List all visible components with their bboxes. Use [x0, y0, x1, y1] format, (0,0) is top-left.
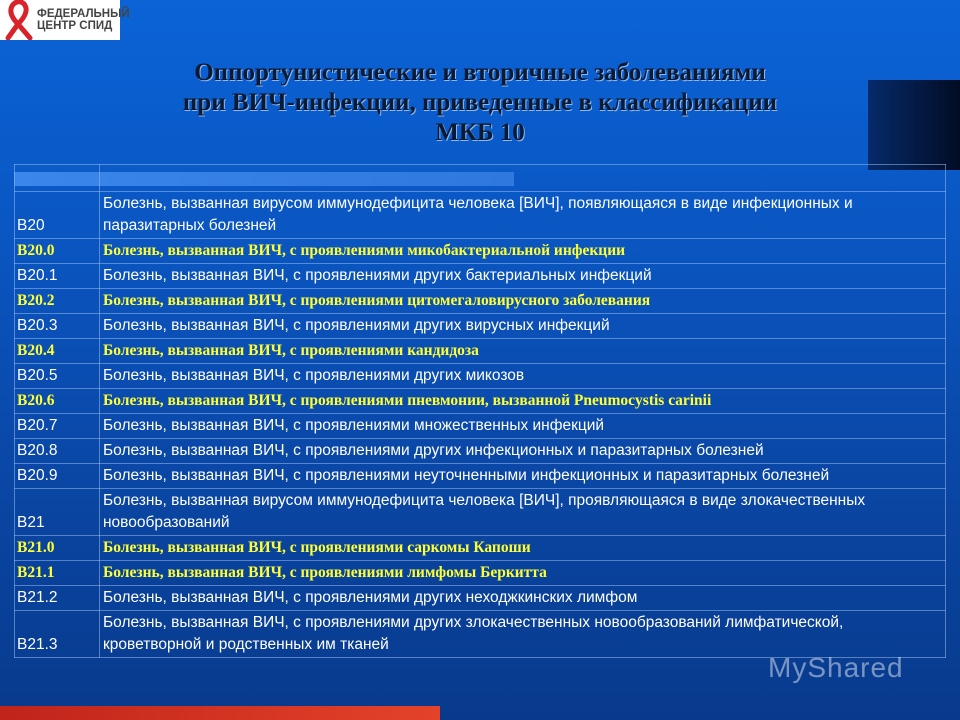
icd-code-cell: B20.6: [15, 389, 100, 414]
icd-description-cell: Болезнь, вызванная ВИЧ, с проявлениями других инфекционных и паразитарных болезней: [100, 439, 946, 464]
icd-code-cell: B20.7: [15, 414, 100, 439]
table-row: [15, 586, 946, 611]
title-line1: Оппортунистические и вторичные заболеваниями: [194, 59, 766, 86]
icd-description-cell: Болезнь, вызванная ВИЧ, с проявлениями цитомегаловирусного заболевания: [100, 289, 946, 314]
icd-description-cell: Болезнь, вызванная ВИЧ, с проявлениями других неходжкинских лимфом: [100, 586, 946, 611]
icd-description-cell: Болезнь, вызванная ВИЧ, с проявлениями неуточненными инфекционных и паразитарных болезней: [100, 464, 946, 489]
icd-code-cell: B20.5: [15, 364, 100, 389]
logo-text: [37, 8, 130, 32]
icd-code-cell: B20.1: [15, 264, 100, 289]
icd-description-cell: Болезнь, вызванная ВИЧ, с проявлениями лимфомы Беркитта: [100, 561, 946, 586]
icd-code-cell: B20.8: [15, 439, 100, 464]
table-row: [15, 464, 946, 489]
header-cell-code: [15, 165, 100, 192]
icd-description-cell: Болезнь, вызванная ВИЧ, с проявлениями других вирусных инфекций: [100, 314, 946, 339]
table-row: [15, 339, 946, 364]
icd-code-cell: B20: [15, 192, 100, 239]
decorative-band-bottom: [0, 706, 440, 720]
icd-code-cell: B20.9: [15, 464, 100, 489]
icd-description-cell: Болезнь, вызванная ВИЧ, с проявлениями микобактериальной инфекции: [100, 239, 946, 264]
logo-line1: ФЕДЕРАЛЬНЫЙ: [37, 8, 130, 20]
table-body: [15, 165, 946, 658]
table-row: [15, 414, 946, 439]
icd-description-cell: Болезнь, вызванная ВИЧ, с проявлениями множественных инфекций: [100, 414, 946, 439]
page-title: [60, 58, 900, 148]
table-header-row: [15, 165, 946, 192]
icd-description-cell: Болезнь, вызванная ВИЧ, с проявлениями кандидоза: [100, 339, 946, 364]
table-row: [15, 192, 946, 239]
table-row: [15, 289, 946, 314]
icd-description-cell: Болезнь, вызванная ВИЧ, с проявлениями пневмонии, вызванной Pneumocystis carinii: [100, 389, 946, 414]
table-row: [15, 439, 946, 464]
aids-ribbon-icon: [0, 0, 36, 40]
icd-code-cell: B21.2: [15, 586, 100, 611]
icd-description-cell: Болезнь, вызванная вирусом иммунодефицита человека [ВИЧ], проявляющаяся в виде злокачественных новообразований: [100, 489, 946, 536]
icd-description-cell: Болезнь, вызванная ВИЧ, с проявлениями саркомы Капоши: [100, 536, 946, 561]
icd-description-cell: Болезнь, вызванная ВИЧ, с проявлениями других злокачественных новообразований лимфатической, кроветворной и родственных им тканей: [100, 611, 946, 658]
icd-description-cell: Болезнь, вызванная ВИЧ, с проявлениями других микозов: [100, 364, 946, 389]
table-row: [15, 611, 946, 658]
table-row: [15, 536, 946, 561]
icd-code-cell: B21.0: [15, 536, 100, 561]
icd-code-cell: B20.4: [15, 339, 100, 364]
icd-code-cell: B20.3: [15, 314, 100, 339]
icd-code-cell: B20.2: [15, 289, 100, 314]
watermark: MyShared: [768, 652, 904, 683]
icd-description-cell: Болезнь, вызванная вирусом иммунодефицита человека [ВИЧ], появляющаяся в виде инфекционных и паразитарных болезней: [100, 192, 946, 239]
icd-code-cell: B21.3: [15, 611, 100, 658]
icd-code-cell: B21: [15, 489, 100, 536]
icd-classification-table: [14, 164, 946, 658]
icd-code-cell: B21.1: [15, 561, 100, 586]
table-row: [15, 314, 946, 339]
table-row: [15, 239, 946, 264]
title-line3: МКБ 10: [435, 119, 525, 146]
title-line2: при ВИЧ-инфекции, приведенные в классификации: [182, 89, 778, 116]
table-row: [15, 561, 946, 586]
table-row: [15, 489, 946, 536]
logo-line2: ЦЕНТР СПИД: [37, 20, 113, 32]
header-cell-desc: [100, 165, 946, 192]
icd-description-cell: Болезнь, вызванная ВИЧ, с проявлениями других бактериальных инфекций: [100, 264, 946, 289]
table-row: [15, 389, 946, 414]
icd-code-cell: B20.0: [15, 239, 100, 264]
table-row: [15, 364, 946, 389]
logo: [0, 0, 130, 40]
table-row: [15, 264, 946, 289]
